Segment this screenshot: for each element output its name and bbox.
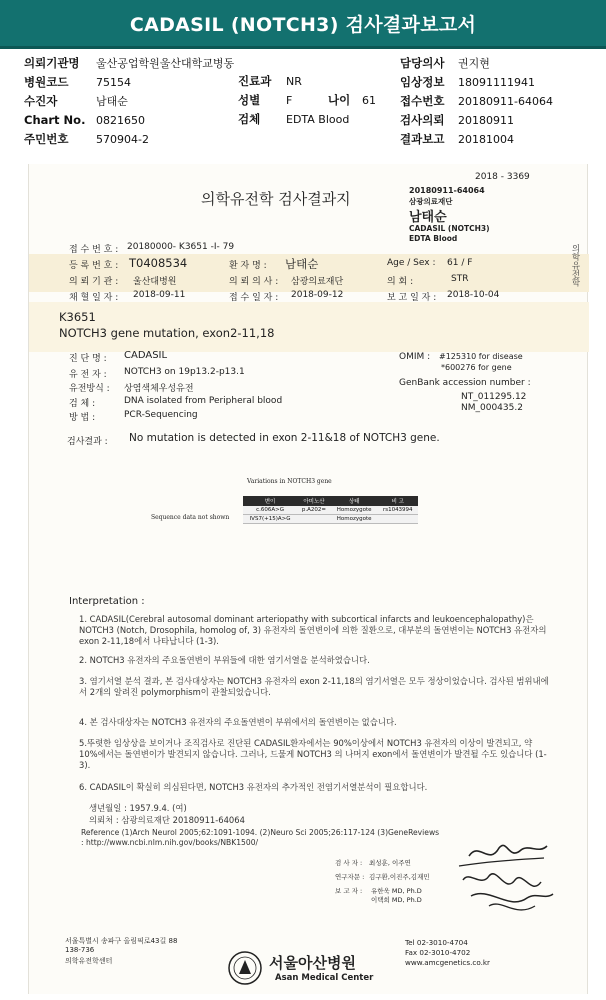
table-row — [243, 506, 418, 515]
info-row: 검체 EDTA Blood — [238, 112, 350, 126]
hospital-name-ko: 서울아산병원 — [269, 954, 356, 972]
received-date: 2018-09-12 — [291, 290, 344, 300]
table-cell: IVS7(+15)A>G — [243, 515, 297, 524]
interpretation-item: 3. 염기서열 분석 결과, 본 검사대상자는 NOTCH3 유전자의 exon 2-11,18의 염기서열은 모두 정상이었습니다. 검사된 범위내에서 2개의 알려진 polymorphism이 관찰되었습니다. — [79, 676, 549, 697]
result-label: 검사결과 : — [67, 437, 108, 447]
interpretation-item: 4. 본 검사대상자는 NOTCH3 유전자의 주요돌연변이 부위에서의 돌연변이는 없습니다. — [79, 717, 397, 727]
info-row: 결과보고 20181004 — [400, 132, 514, 146]
header-divider — [0, 46, 606, 49]
receipt-no: 20180000- K3651 -I- 79 — [127, 242, 235, 252]
report-title: CADASIL (NOTCH3) 검사결과보고서 — [0, 0, 606, 46]
table-cell: rs1043994 — [378, 506, 419, 515]
staff-value: 이택희 MD, Ph.D — [371, 896, 422, 904]
footer-contact: www.amcgenetics.co.kr — [405, 958, 490, 967]
table-cell — [378, 515, 419, 524]
table-cell: Homozygote — [331, 506, 378, 515]
info-row: 주민번호 570904-2 — [24, 132, 149, 146]
receipt-no-label: 접 수 번 호 : — [69, 245, 119, 255]
stamp-line: 삼광의료재단 — [409, 197, 453, 206]
org: 울산대병원 — [133, 277, 177, 287]
stamp-line: EDTA Blood — [409, 234, 458, 243]
variations-table — [243, 496, 418, 524]
accession: NT_011295.12 — [461, 392, 527, 402]
info-row: 임상정보 18091111941 — [400, 75, 535, 89]
staff-label: 검 사 자 : — [335, 859, 363, 867]
detail-label: 진 단 명 : — [69, 354, 107, 364]
side-vertical-text: 의학유전학 — [570, 244, 580, 287]
table-header-row — [243, 496, 418, 506]
omim-line: *600276 for gene — [441, 363, 512, 372]
doctor: 삼광의료재단 — [291, 277, 344, 287]
variations-side-label: Sequence data not shown — [151, 514, 230, 521]
table-row — [243, 515, 418, 524]
info-row: 접수번호 20180911-64064 — [400, 94, 553, 108]
info-row: 진료과 NR — [238, 74, 302, 88]
requester: 의뢰처 : 삼광의료재단 20180911-64064 — [89, 815, 245, 825]
footer-contact: Fax 02-3010-4702 — [405, 948, 471, 957]
staff-label: 보 고 자 : — [335, 887, 363, 895]
column-header: 변이 — [243, 496, 297, 506]
detail-value: PCR-Sequencing — [124, 410, 198, 420]
document-number: 2018 - 3369 — [475, 172, 530, 182]
hospital-name-en: Asan Medical Center — [275, 973, 374, 983]
table-cell: p.A202= — [297, 506, 331, 515]
footer-address: 서울특별시 송파구 올림픽로43길 88 — [65, 937, 178, 945]
patient-info-col1 — [24, 54, 234, 149]
age-sex: 61 / F — [447, 258, 473, 268]
interpretation-title: Interpretation : — [69, 596, 145, 607]
age-sex-label: Age / Sex : — [387, 258, 436, 268]
staff-value: 김구환,이진주,김재민 — [369, 873, 430, 881]
patient-label: 환 자 명 : — [229, 261, 267, 271]
signature-icon — [449, 836, 559, 926]
detail-value: CADASIL — [124, 350, 168, 361]
patient-name: 남태순 — [285, 257, 319, 271]
detail-label: 검 체 : — [69, 399, 96, 409]
received-label: 접 수 일 자 : — [229, 293, 279, 303]
info-row: 검사의뢰 20180911 — [400, 113, 514, 127]
interpretation-item: 6. CADASIL이 확실히 의심된다면, NOTCH3 유전자의 추가적인 전염기서열분석이 필요합니다. — [79, 782, 428, 792]
org-label: 의 뢰 기 관 : — [69, 277, 119, 287]
table-cell: c.606A>G — [243, 506, 297, 515]
scanned-report — [28, 164, 588, 994]
dept-label: 의 회 : — [387, 277, 414, 287]
reg-no-label: 등 록 번 호 : — [69, 261, 119, 271]
column-header: 비 고 — [378, 496, 419, 506]
stamp-line: CADASIL (NOTCH3) — [409, 224, 490, 233]
interpretation-item: 5.뚜렷한 임상상을 보이거나 조직검사로 진단된 CADASIL환자에서는 90%이상에서 NOTCH3 유전자의 이상이 발견되고, 약 10%에서는 돌연변이가 발견되지 않습니다. 그러나, 드물게 NOTCH3 의 나머지 exon에서 돌연변이가 발견될 수도 있습니다 (1-3). — [79, 738, 547, 770]
reference: Reference (1)Arch Neurol 2005;62:1091-1094. (2)Neuro Sci 2005;26:117-124 (3)GeneReviews : http://www.ncbi.nlm.nih.gov/books/NBK1500/ — [81, 828, 440, 847]
genbank-label: GenBank accession number : — [399, 378, 531, 388]
footer-address: 138-736 — [65, 946, 95, 954]
patient-info-col3 — [400, 54, 553, 149]
omim-label: OMIM : — [399, 352, 431, 362]
table-cell — [297, 515, 331, 524]
detail-label: 방 법 : — [69, 413, 96, 423]
doctor-label: 의 뢰 의 사 : — [229, 277, 279, 287]
staff-label: 연구자문 : — [335, 873, 365, 881]
scan-title: 의학유전학 검사결과지 — [201, 190, 351, 208]
info-row: 의뢰기관명 울산공업학원울산대학교병동 — [24, 56, 235, 70]
column-header: 상태 — [331, 496, 378, 506]
variations-title: Variations in NOTCH3 gene — [247, 478, 332, 485]
detail-value: NOTCH3 on 19p13.2-p13.1 — [124, 367, 245, 377]
collect-date: 2018-09-11 — [133, 290, 186, 300]
hospital-logo-icon — [227, 950, 263, 986]
info-row: 담당의사 권지현 — [400, 56, 490, 70]
detail-label: 유전방식 : — [69, 384, 110, 394]
test-code: K3651 — [59, 310, 96, 324]
column-header: 아미노산 — [297, 496, 331, 506]
info-row: 성별 F 나이 61 — [238, 93, 376, 107]
detail-value: 상염색체우성유전 — [124, 384, 194, 394]
birth-date: 생년월일 : 1957.9.4. (여) — [89, 803, 187, 813]
accession: NM_000435.2 — [461, 403, 523, 413]
footer-contact: Tel 02-3010-4704 — [405, 938, 468, 947]
detail-value: DNA isolated from Peripheral blood — [124, 396, 283, 406]
patient-info-col2 — [238, 72, 376, 129]
info-row: 병원코드 75154 — [24, 75, 131, 89]
staff-value: 유한욱 MD, Ph.D — [371, 887, 422, 895]
omim-line: #125310 for disease — [439, 352, 523, 361]
interpretation-item: 1. CADASIL(Cerebral autosomal dominant arteriopathy with subcortical infarcts and leukoencephalopathy)은 NOTCH3 (Notch, Drosophila, homolog of, 3) 유전자의 돌연변이에 의한 질환으로, 대부분의 돌연변이는 NOTCH3 유전자의 exon 2-11,18에서 나타납니다 (1-3). — [79, 614, 547, 646]
dept: STR — [451, 274, 469, 284]
info-row: 수진자 남태순 — [24, 94, 128, 108]
detail-label: 유 전 자 : — [69, 370, 107, 380]
table-cell: Homozygote — [331, 515, 378, 524]
stamp-line: 20180911-64064 — [409, 186, 485, 195]
info-row: Chart No. 0821650 — [24, 113, 145, 127]
interpretation-item: 2. NOTCH3 유전자의 주요돌연변이 부위들에 대한 염기서열을 분석하였습니다. — [79, 655, 370, 665]
test-name: NOTCH3 gene mutation, exon2-11,18 — [59, 326, 275, 340]
report-date: 2018-10-04 — [447, 290, 500, 300]
stamp-name: 남태순 — [409, 210, 447, 225]
staff-value: 최성훈, 이주연 — [369, 859, 411, 867]
collect-label: 채 혈 일 자 : — [69, 293, 119, 303]
footer-address: 의학유전학센터 — [65, 957, 113, 965]
report-label: 보 고 일 자 : — [387, 293, 437, 303]
reg-no: T0408534 — [129, 256, 188, 270]
result-text: No mutation is detected in exon 2-11&18 of NOTCH3 gene. — [129, 432, 440, 444]
